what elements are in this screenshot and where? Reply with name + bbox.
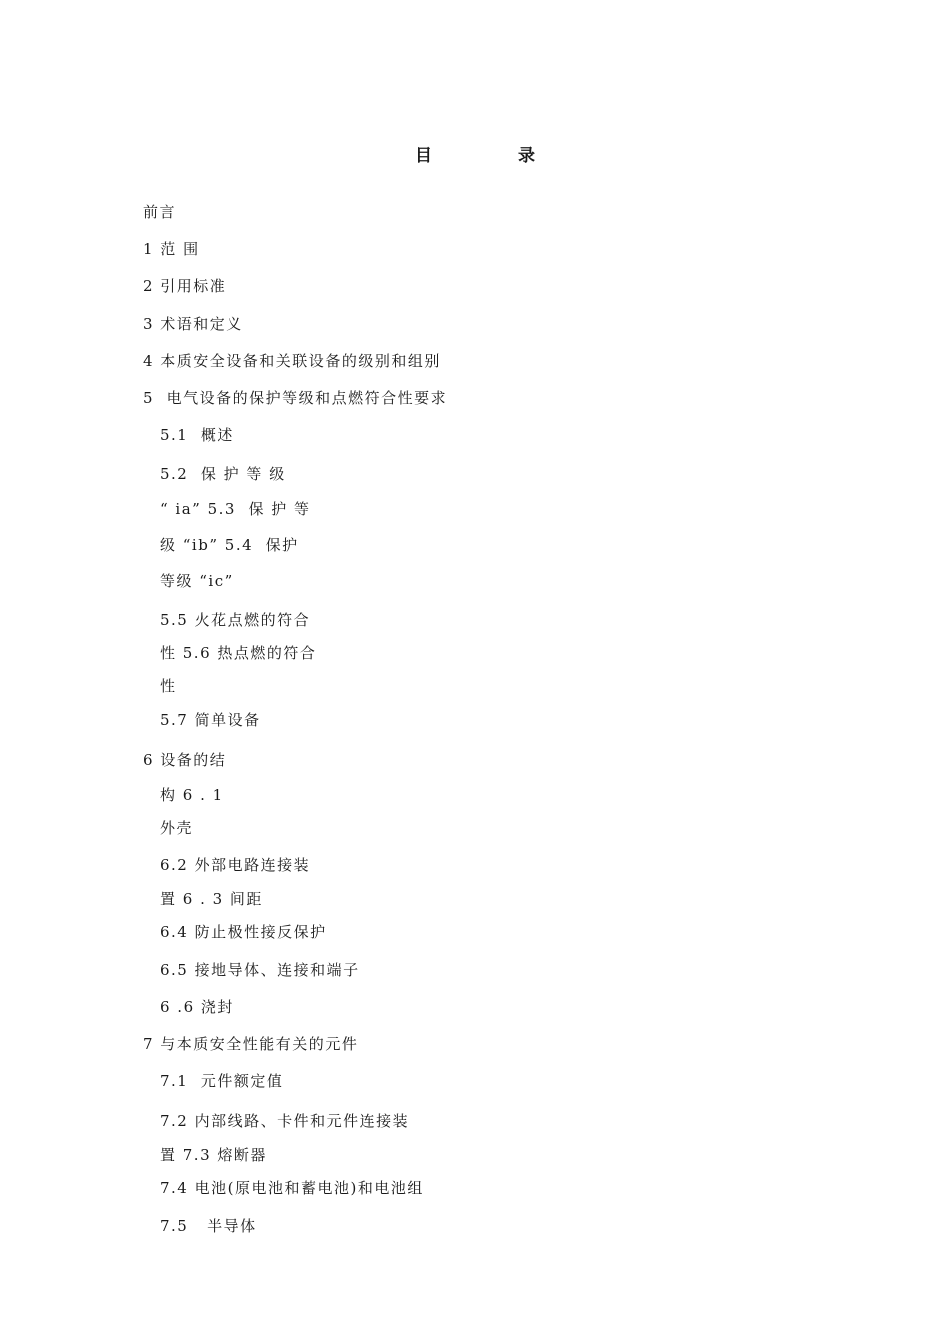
toc-entry-3: 3 术语和定义 xyxy=(143,315,243,333)
toc-entry-1: 1 范 围 xyxy=(143,240,200,258)
toc-entry-5-3: “ ia” 5.3 保 护 等 xyxy=(160,500,311,518)
page-title: 目 录 xyxy=(415,146,575,166)
toc-entry-6-5: 6.5 接地导体、连接和端子 xyxy=(160,961,360,979)
toc-entry-5-6-cont: 性 xyxy=(160,677,177,695)
toc-entry-2: 2 引用标准 xyxy=(143,277,227,295)
toc-entry-6-6: 6 .6 浇封 xyxy=(160,998,234,1016)
toc-entry-5-5: 5.5 火花点燃的符合 xyxy=(160,611,311,629)
toc-entry-7-2: 7.2 内部线路、卡件和元件连接装 xyxy=(160,1112,410,1130)
toc-entry-5-1: 5.1 概述 xyxy=(160,426,234,444)
toc-entry-5-4-cont: 等级 “ic” xyxy=(160,572,234,590)
toc-entry-6: 6 设备的结 xyxy=(143,751,227,769)
toc-entry-5: 5 电气设备的保护等级和点燃符合性要求 xyxy=(143,389,448,407)
toc-entry-6-4: 6.4 防止极性接反保护 xyxy=(160,923,327,941)
toc-entry-7: 7 与本质安全性能有关的元件 xyxy=(143,1035,359,1053)
toc-entry-5-6: 性 5.6 热点燃的符合 xyxy=(160,644,317,662)
toc-entry-7-5: 7.5 半导体 xyxy=(160,1217,257,1235)
toc-entry-6-2: 6.2 外部电路连接装 xyxy=(160,856,311,874)
toc-entry-6-1: 构 6 . 1 xyxy=(160,786,224,804)
toc-entry-5-7: 5.7 简单设备 xyxy=(160,711,261,729)
toc-entry-6-1-cont: 外壳 xyxy=(160,819,194,837)
toc-entry-5-2: 5.2 保 护 等 级 xyxy=(160,465,286,483)
toc-entry-7-4: 7.4 电池(原电池和蓄电池)和电池组 xyxy=(160,1179,424,1197)
toc-entry-7-1: 7.1 元件额定值 xyxy=(160,1072,284,1090)
toc-entry-7-3: 置 7.3 熔断器 xyxy=(160,1146,267,1164)
toc-entry-4: 4 本质安全设备和关联设备的级别和组别 xyxy=(143,352,441,370)
toc-entry-5-4: 级 “ib” 5.4 保护 xyxy=(160,536,299,554)
toc-entry-6-3: 置 6 . 3 间距 xyxy=(160,890,263,908)
toc-entry-foreword: 前言 xyxy=(143,203,177,221)
